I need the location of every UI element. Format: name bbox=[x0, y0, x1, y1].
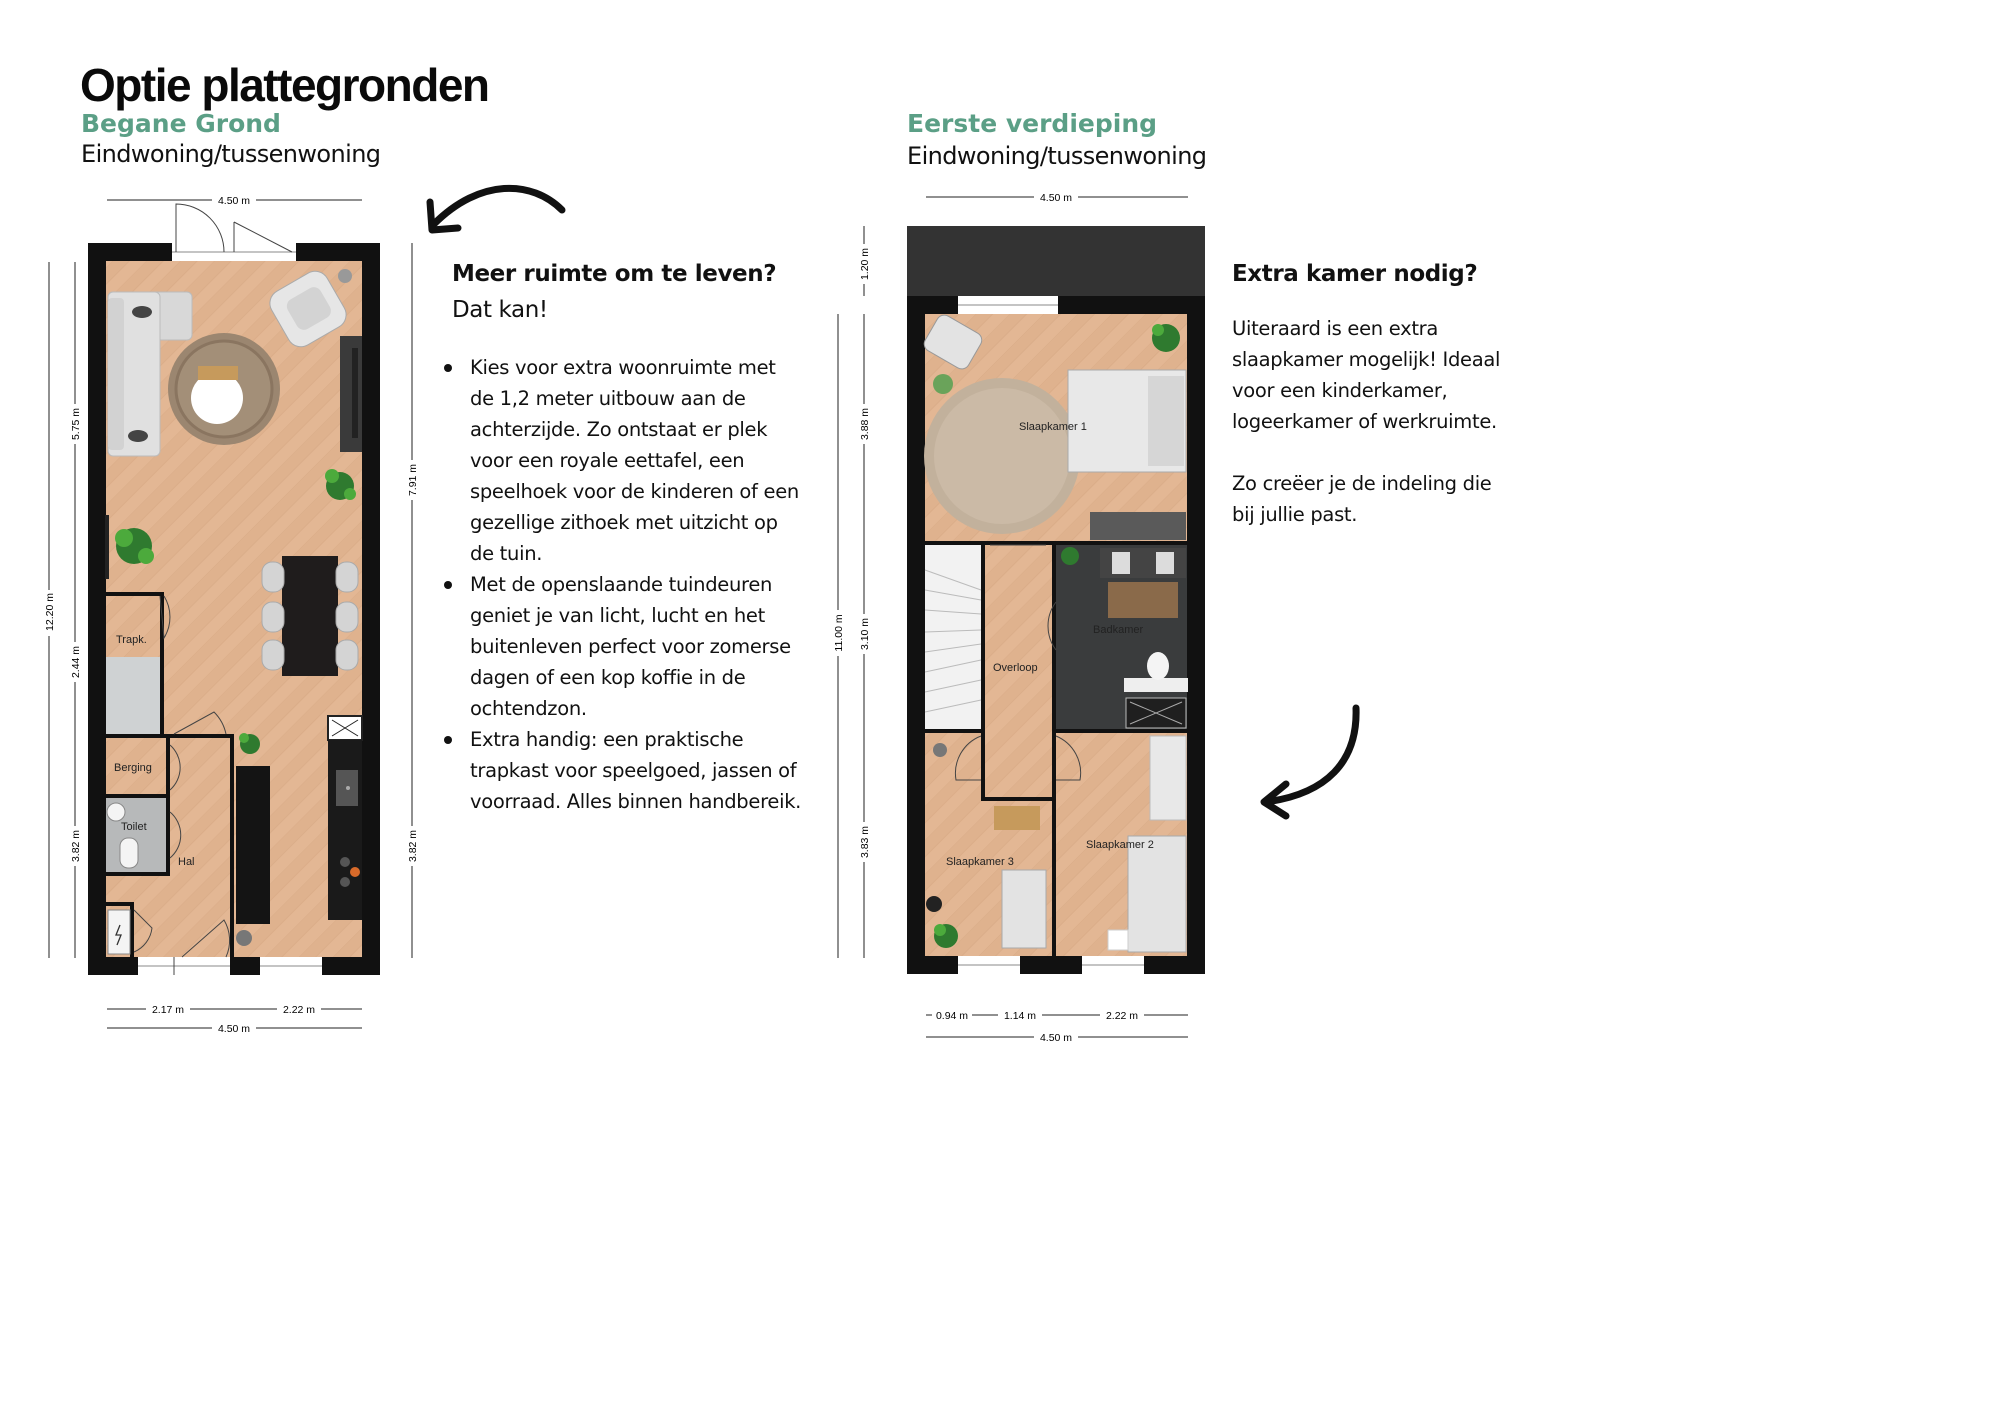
dim-label: 4.50 m bbox=[217, 1023, 251, 1035]
page-title: Optie plattegronden bbox=[80, 59, 489, 111]
room-label-slaapkamer-3: Slaapkamer 3 bbox=[946, 856, 1014, 868]
feature-item: Met de openslaande tuindeuren geniet je van licht, lucht en het buitenleven perfect voor zomerse dagen of een kop koffie in de ochtendzon. bbox=[444, 569, 804, 724]
feature-list bbox=[444, 352, 804, 817]
ground-floor-caption: Eindwoning/tussenwoning bbox=[81, 140, 381, 168]
right-paragraph-2: Zo creëer je de indeling die bij jullie past. bbox=[1232, 472, 1492, 526]
dim-label: 11.00 m bbox=[833, 614, 845, 652]
room-label-slaapkamer-2: Slaapkamer 2 bbox=[1086, 839, 1154, 851]
dim-label: 12.20 m bbox=[44, 593, 56, 631]
dim-label: 4.50 m bbox=[1039, 1032, 1073, 1044]
middle-lead: Dat kan! bbox=[452, 297, 548, 323]
room-label-slaapkamer-1: Slaapkamer 1 bbox=[1019, 421, 1087, 433]
dim-label: 2.17 m bbox=[151, 1004, 185, 1016]
room-label-overloop: Overloop bbox=[993, 662, 1038, 674]
dim-label: 3.88 m bbox=[859, 407, 871, 441]
curved-arrow-left-icon bbox=[420, 178, 570, 240]
curved-arrow-down-left-icon bbox=[1256, 702, 1366, 822]
first-floor-caption: Eindwoning/tussenwoning bbox=[907, 142, 1207, 170]
first-floor-plan bbox=[820, 185, 1220, 1055]
dim-label: 3.83 m bbox=[859, 825, 871, 859]
dim-label: 1.14 m bbox=[1003, 1010, 1037, 1022]
ground-floor-plan bbox=[30, 185, 430, 1045]
right-paragraph-1: Uiteraard is een extra slaapkamer mogelijk! Ideaal voor een kinderkamer, logeerkamer of werkruimte. bbox=[1232, 317, 1501, 433]
room-label-trapk: Trapk. bbox=[116, 634, 147, 646]
middle-heading: Meer ruimte om te leven? bbox=[452, 261, 777, 287]
dim-label: 3.10 m bbox=[859, 617, 871, 651]
dim-label: 2.22 m bbox=[282, 1004, 316, 1016]
room-label-toilet: Toilet bbox=[121, 821, 147, 833]
dim-label: 0.94 m bbox=[935, 1010, 969, 1022]
dim-label: 3.82 m bbox=[70, 829, 82, 863]
dim-label: 4.50 m bbox=[1039, 192, 1073, 204]
roof-extension bbox=[907, 226, 1205, 296]
room-label-badkamer: Badkamer bbox=[1093, 624, 1144, 636]
feature-item: Kies voor extra woonruimte met de 1,2 meter uitbouw aan de achterzijde. Zo ontstaat er plek voor een royale eettafel, een speelhoek voor de kinderen of een gezellige zithoek met uitzicht op de tuin. bbox=[444, 352, 804, 569]
dim-label: 2.22 m bbox=[1105, 1010, 1139, 1022]
dim-label: 1.20 m bbox=[859, 247, 871, 281]
room-label-berging: Berging bbox=[114, 762, 152, 774]
first-floor-subtitle: Eerste verdieping bbox=[907, 109, 1158, 138]
room-label-hal: Hal bbox=[178, 856, 195, 868]
dim-label: 2.44 m bbox=[70, 645, 82, 679]
dim-label: 5.75 m bbox=[70, 407, 82, 441]
dim-label: 4.50 m bbox=[217, 195, 251, 207]
dim-label: 7.91 m bbox=[407, 463, 419, 497]
right-heading: Extra kamer nodig? bbox=[1232, 261, 1478, 287]
dim-label: 3.82 m bbox=[407, 829, 419, 863]
feature-item: Extra handig: een praktische trapkast voor speelgoed, jassen of voorraad. Alles binnen handbereik. bbox=[444, 724, 804, 817]
ground-floor-subtitle: Begane Grond bbox=[81, 109, 281, 138]
